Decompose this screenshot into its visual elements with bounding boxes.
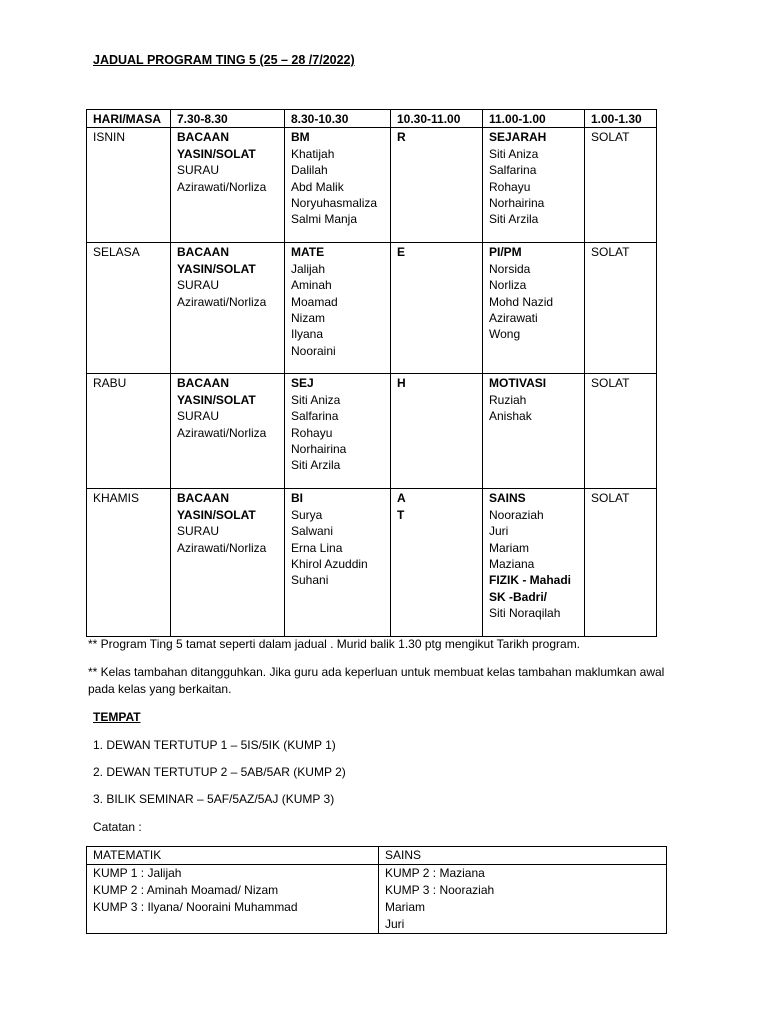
catatan-matematik-cell: [87, 865, 379, 934]
cell-line: Surya: [291, 507, 323, 522]
cell-line: SEJARAH: [489, 130, 547, 145]
cell-line: Norliza: [489, 278, 527, 293]
catatan-header-sains: SAINS: [379, 847, 667, 865]
catatan-matematik-line: KUMP 1 : Jalijah: [93, 866, 182, 880]
cell-line: Azirawati/Norliza: [177, 425, 267, 440]
cell-line: SAINS: [489, 491, 526, 506]
cell-line: BM: [291, 130, 310, 145]
cell-line: Anishak: [489, 409, 532, 424]
schedule-cell: [483, 374, 585, 489]
cell-line: Azirawati/Norliza: [177, 179, 267, 194]
cell-line: Siti Aniza: [291, 392, 341, 407]
schedule-cell: [171, 374, 285, 489]
cell-line: Khatijah: [291, 146, 335, 161]
catatan-sains-cell: [379, 865, 667, 934]
header-hari-masa: HARI/MASA: [87, 110, 171, 128]
cell-line: SOLAT: [591, 491, 630, 506]
day-cell: KHAMIS: [87, 489, 171, 637]
schedule-cell: [391, 128, 483, 243]
cell-line: Siti Noraqilah: [489, 606, 561, 621]
cell-line: BI: [291, 491, 303, 506]
schedule-row: [87, 243, 657, 374]
cell-line: Siti Aniza: [489, 146, 539, 161]
cell-line: Azirawati/Norliza: [177, 294, 267, 309]
catatan-matematik-line: KUMP 2 : Aminah Moamad/ Nizam: [93, 883, 279, 897]
catatan-sains-line: Juri: [385, 917, 405, 931]
cell-line: Jalijah: [291, 261, 326, 276]
cell-line: Suhani: [291, 573, 329, 588]
cell-line: Salfarina: [291, 409, 339, 424]
cell-line: Norsida: [489, 261, 531, 276]
schedule-body: [87, 128, 657, 637]
catatan-label: Catatan :: [93, 820, 142, 834]
header-slot-4: 11.00-1.00: [483, 110, 585, 128]
schedule-row: [87, 374, 657, 489]
schedule-header-row: [87, 110, 657, 128]
cell-line: Maziana: [489, 557, 535, 572]
schedule-cell: [585, 128, 657, 243]
cell-line: Siti Arzila: [291, 458, 341, 473]
cell-line: YASIN/SOLAT: [177, 507, 256, 522]
cell-line: MATE: [291, 245, 325, 260]
day-cell: SELASA: [87, 243, 171, 374]
cell-line: Aminah: [291, 278, 332, 293]
tempat-item-2: 2. DEWAN TERTUTUP 2 – 5AB/5AR (KUMP 2): [93, 765, 346, 779]
schedule-cell: [391, 243, 483, 374]
cell-line: SURAU: [177, 409, 220, 424]
cell-line: Erna Lina: [291, 540, 343, 555]
header-slot-5: 1.00-1.30: [585, 110, 657, 128]
cell-line: R: [397, 130, 406, 145]
cell-line: Salwani: [291, 524, 334, 539]
schedule-cell: [171, 243, 285, 374]
schedule-cell: [585, 374, 657, 489]
cell-line: Dalilah: [291, 163, 328, 178]
cell-line: T: [397, 507, 405, 522]
cell-line: Rohayu: [291, 425, 333, 440]
cell-line: E: [397, 245, 406, 260]
day-cell: RABU: [87, 374, 171, 489]
cell-line: SURAU: [177, 524, 220, 539]
cell-line: BACAAN: [177, 245, 229, 260]
cell-line: Ilyana: [291, 327, 324, 342]
header-slot-1: 7.30-8.30: [171, 110, 285, 128]
cell-line: SURAU: [177, 278, 220, 293]
catatan-sains-line: Mariam: [385, 900, 426, 914]
catatan-body-row: [87, 865, 667, 934]
header-slot-2: 8.30-10.30: [285, 110, 391, 128]
schedule-cell: [285, 243, 391, 374]
tempat-item-1: 1. DEWAN TERTUTUP 1 – 5IS/5IK (KUMP 1): [93, 738, 336, 752]
cell-line: Mariam: [489, 540, 530, 555]
catatan-header-matematik: MATEMATIK: [87, 847, 379, 865]
cell-line: Khirol Azuddin: [291, 557, 368, 572]
cell-line: A: [397, 491, 406, 506]
cell-line: BACAAN: [177, 491, 229, 506]
cell-line: Abd Malik: [291, 179, 344, 194]
cell-line: Wong: [489, 327, 521, 342]
cell-line: Siti Arzila: [489, 212, 539, 227]
cell-line: Rohayu: [489, 179, 531, 194]
cell-line: Nizam: [291, 311, 326, 326]
day-cell: ISNIN: [87, 128, 171, 243]
schedule-cell: [585, 243, 657, 374]
schedule-cell: [391, 374, 483, 489]
cell-line: MOTIVASI: [489, 376, 547, 391]
catatan-sains-line: KUMP 3 : Nooraziah: [385, 883, 495, 897]
cell-line: Norhairina: [489, 196, 545, 211]
cell-line: Azirawati/Norliza: [177, 540, 267, 555]
cell-line: Moamad: [291, 294, 338, 309]
cell-line: H: [397, 376, 406, 391]
schedule-cell: [483, 489, 585, 637]
cell-line: Noryuhasmaliza: [291, 196, 378, 211]
note-2: ** Kelas tambahan ditangguhkan. Jika guru ada keperluan untuk membuat kelas tambahan maklumkan awal pada kelas yang berkaitan.: [88, 665, 665, 696]
cell-line: Ruziah: [489, 392, 527, 407]
schedule-cell: [285, 489, 391, 637]
cell-line: Salfarina: [489, 163, 537, 178]
cell-line: SOLAT: [591, 130, 630, 145]
schedule-cell: [483, 243, 585, 374]
catatan-matematik-line: KUMP 3 : Ilyana/ Nooraini Muhammad: [93, 900, 298, 914]
schedule-row: [87, 489, 657, 637]
schedule-cell: [391, 489, 483, 637]
cell-line: YASIN/SOLAT: [177, 261, 256, 276]
schedule-cell: [285, 128, 391, 243]
catatan-table: [86, 846, 667, 934]
schedule-cell: [585, 489, 657, 637]
cell-line: PI/PM: [489, 245, 522, 260]
cell-line: SEJ: [291, 376, 314, 391]
tempat-heading: TEMPAT: [93, 710, 141, 724]
schedule-row: [87, 128, 657, 243]
cell-line: BACAAN: [177, 130, 229, 145]
cell-line: Juri: [489, 524, 509, 539]
cell-line: Nooraini: [291, 343, 336, 358]
schedule-table: [86, 109, 657, 637]
cell-line: Mohd Nazid: [489, 294, 554, 309]
cell-line: YASIN/SOLAT: [177, 146, 256, 161]
tempat-item-3: 3. BILIK SEMINAR – 5AF/5AZ/5AJ (KUMP 3): [93, 792, 335, 806]
header-slot-3: 10.30-11.00: [391, 110, 483, 128]
cell-line: SOLAT: [591, 245, 630, 260]
cell-line: Nooraziah: [489, 507, 544, 522]
cell-line: SOLAT: [591, 376, 630, 391]
cell-line: Norhairina: [291, 442, 347, 457]
cell-line: Salmi Manja: [291, 212, 358, 227]
schedule-cell: [171, 128, 285, 243]
page-title: JADUAL PROGRAM TING 5 (25 – 28 /7/2022): [93, 53, 355, 67]
catatan-header-row: [87, 847, 667, 865]
catatan-sains-line: KUMP 2 : Maziana: [385, 866, 485, 880]
schedule-cell: [483, 128, 585, 243]
cell-line: SK -Badri/: [489, 589, 548, 604]
cell-line: SURAU: [177, 163, 220, 178]
cell-line: YASIN/SOLAT: [177, 392, 256, 407]
cell-line: Azirawati: [489, 311, 538, 326]
schedule-cell: [171, 489, 285, 637]
schedule-cell: [285, 374, 391, 489]
note-1: ** Program Ting 5 tamat seperti dalam jadual . Murid balik 1.30 ptg mengikut Tarikh program.: [88, 637, 581, 651]
cell-line: FIZIK - Mahadi: [489, 573, 571, 588]
cell-line: BACAAN: [177, 376, 229, 391]
